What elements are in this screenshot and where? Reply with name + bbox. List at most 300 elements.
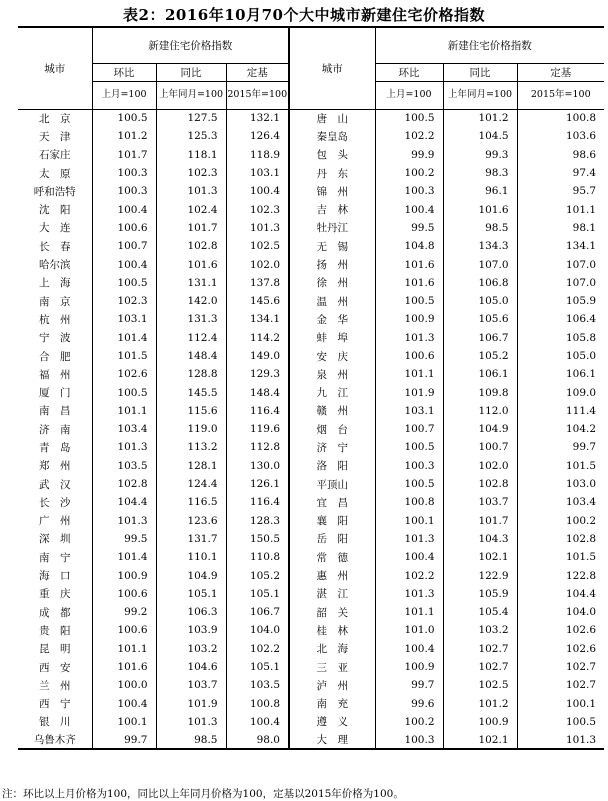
mom-sub-right: 上月=100 bbox=[375, 81, 443, 109]
base-value-left: 105.2 bbox=[226, 566, 289, 584]
mom-value-right: 100.4 bbox=[375, 640, 443, 658]
yoy-value-right: 101.2 bbox=[443, 109, 517, 127]
table-row bbox=[18, 292, 604, 310]
base-value-left: 98.0 bbox=[226, 731, 289, 749]
base-value-right: 106.1 bbox=[517, 365, 604, 383]
base-value-right: 104.0 bbox=[517, 603, 604, 621]
mom-value-left: 103.1 bbox=[92, 310, 156, 328]
base-header-right: 定基 bbox=[517, 63, 604, 81]
yoy-value-left: 131.7 bbox=[156, 530, 226, 548]
table-row bbox=[18, 402, 604, 420]
mom-value-left: 101.4 bbox=[92, 548, 156, 566]
mom-value-right: 100.9 bbox=[375, 658, 443, 676]
city-name-right: 宜 昌 bbox=[289, 493, 375, 511]
table-row bbox=[18, 713, 604, 731]
base-value-left: 128.3 bbox=[226, 512, 289, 530]
mom-value-right: 101.3 bbox=[375, 530, 443, 548]
city-name-left: 沈 阳 bbox=[39, 204, 71, 217]
mom-value-left: 100.0 bbox=[92, 676, 156, 694]
yoy-value-left: 105.1 bbox=[156, 585, 226, 603]
mom-value-left: 101.1 bbox=[92, 640, 156, 658]
city-name-right: 安 庆 bbox=[289, 347, 375, 365]
yoy-value-right: 101.2 bbox=[443, 695, 517, 713]
base-value-left: 110.8 bbox=[226, 548, 289, 566]
yoy-value-right: 107.0 bbox=[443, 255, 517, 273]
yoy-value-right: 102.1 bbox=[443, 731, 517, 749]
yoy-header-right: 同比 bbox=[443, 63, 517, 81]
mom-value-right: 101.9 bbox=[375, 383, 443, 401]
city-name-left: 郑 州 bbox=[39, 460, 71, 473]
mom-value-right: 100.9 bbox=[375, 310, 443, 328]
city-name-left: 兰 州 bbox=[39, 679, 71, 692]
table-row bbox=[18, 127, 604, 145]
city-name-left: 合 肥 bbox=[39, 350, 71, 363]
city-name-left: 宁 波 bbox=[39, 332, 71, 345]
city-name-left: 济 南 bbox=[39, 423, 71, 436]
base-value-right: 122.8 bbox=[517, 566, 604, 584]
city-name-left: 西 宁 bbox=[39, 698, 71, 711]
yoy-value-right: 105.6 bbox=[443, 310, 517, 328]
city-name-right: 北 海 bbox=[289, 640, 375, 658]
mom-value-right: 101.3 bbox=[375, 329, 443, 347]
table-row bbox=[18, 182, 604, 200]
base-value-right: 98.1 bbox=[517, 219, 604, 237]
mom-value-left: 100.7 bbox=[92, 237, 156, 255]
base-value-right: 99.7 bbox=[517, 438, 604, 456]
base-value-right: 106.4 bbox=[517, 310, 604, 328]
mom-value-right: 103.1 bbox=[375, 402, 443, 420]
city-name-left: 南 京 bbox=[39, 295, 71, 308]
mom-value-right: 100.5 bbox=[375, 292, 443, 310]
yoy-value-right: 105.4 bbox=[443, 603, 517, 621]
table-row bbox=[18, 731, 604, 749]
mom-value-left: 100.5 bbox=[92, 109, 156, 127]
base-value-right: 100.5 bbox=[517, 713, 604, 731]
base-value-right: 109.0 bbox=[517, 383, 604, 401]
mom-value-left: 100.6 bbox=[92, 621, 156, 639]
yoy-value-left: 145.5 bbox=[156, 383, 226, 401]
table-row bbox=[18, 164, 604, 182]
base-value-left: 150.5 bbox=[226, 530, 289, 548]
yoy-value-left: 101.9 bbox=[156, 695, 226, 713]
mom-value-left: 104.4 bbox=[92, 493, 156, 511]
city-name-right: 金 华 bbox=[289, 310, 375, 328]
mom-value-right: 101.0 bbox=[375, 621, 443, 639]
base-value-left: 130.0 bbox=[226, 457, 289, 475]
base-value-right: 103.0 bbox=[517, 475, 604, 493]
base-sub-left: 2015年=100 bbox=[226, 81, 289, 109]
yoy-value-left: 101.3 bbox=[156, 182, 226, 200]
city-name-right: 平顶山 bbox=[289, 475, 375, 493]
mom-value-left: 101.3 bbox=[92, 512, 156, 530]
yoy-value-left: 101.6 bbox=[156, 255, 226, 273]
city-name-left: 福 州 bbox=[39, 368, 71, 381]
city-name-left: 大 连 bbox=[39, 222, 71, 235]
yoy-value-left: 102.3 bbox=[156, 164, 226, 182]
group-header-left: 新建住宅价格指数 bbox=[92, 27, 289, 63]
yoy-value-left: 142.0 bbox=[156, 292, 226, 310]
mom-value-right: 101.6 bbox=[375, 274, 443, 292]
base-value-left: 103.5 bbox=[226, 676, 289, 694]
base-value-left: 132.1 bbox=[226, 109, 289, 127]
city-name-left: 银 川 bbox=[39, 716, 71, 729]
table-row bbox=[18, 146, 604, 164]
mom-value-left: 100.5 bbox=[92, 383, 156, 401]
base-value-left: 102.5 bbox=[226, 237, 289, 255]
table-row bbox=[18, 621, 604, 639]
yoy-value-right: 102.5 bbox=[443, 676, 517, 694]
mom-value-left: 100.5 bbox=[92, 274, 156, 292]
base-header-left: 定基 bbox=[226, 63, 289, 81]
table-row bbox=[18, 420, 604, 438]
base-value-left: 116.4 bbox=[226, 402, 289, 420]
base-value-left: 148.4 bbox=[226, 383, 289, 401]
base-value-left: 119.6 bbox=[226, 420, 289, 438]
mom-value-left: 99.7 bbox=[92, 731, 156, 749]
yoy-value-right: 106.8 bbox=[443, 274, 517, 292]
mom-value-right: 99.6 bbox=[375, 695, 443, 713]
table-row bbox=[18, 383, 604, 401]
city-name-left: 乌鲁木齐 bbox=[33, 734, 76, 747]
city-name-left: 石家庄 bbox=[39, 149, 71, 162]
mom-value-right: 100.2 bbox=[375, 164, 443, 182]
yoy-value-left: 103.2 bbox=[156, 640, 226, 658]
city-name-left: 呼和浩特 bbox=[33, 185, 76, 198]
city-name-left: 南 昌 bbox=[39, 405, 71, 418]
mom-value-left: 100.4 bbox=[92, 200, 156, 218]
mom-value-left: 100.6 bbox=[92, 219, 156, 237]
yoy-value-right: 104.5 bbox=[443, 127, 517, 145]
mom-value-left: 102.3 bbox=[92, 292, 156, 310]
base-value-right: 105.8 bbox=[517, 329, 604, 347]
table-row bbox=[18, 566, 604, 584]
base-value-left: 129.3 bbox=[226, 365, 289, 383]
base-value-right: 100.2 bbox=[517, 512, 604, 530]
yoy-value-left: 110.1 bbox=[156, 548, 226, 566]
yoy-value-left: 131.3 bbox=[156, 310, 226, 328]
city-name-left: 长 春 bbox=[39, 240, 71, 253]
mom-value-right: 100.3 bbox=[375, 457, 443, 475]
city-name-right: 大 理 bbox=[289, 731, 375, 749]
city-name-left: 上 海 bbox=[39, 277, 71, 290]
yoy-value-right: 112.0 bbox=[443, 402, 517, 420]
table-row bbox=[18, 438, 604, 456]
city-name-right: 徐 州 bbox=[289, 274, 375, 292]
mom-value-right: 100.6 bbox=[375, 347, 443, 365]
yoy-value-right: 134.3 bbox=[443, 237, 517, 255]
base-value-left: 102.3 bbox=[226, 200, 289, 218]
yoy-value-right: 102.0 bbox=[443, 457, 517, 475]
price-index-table bbox=[18, 26, 604, 750]
base-value-left: 101.3 bbox=[226, 219, 289, 237]
table-row bbox=[18, 695, 604, 713]
city-name-right: 扬 州 bbox=[289, 255, 375, 273]
city-name-right: 赣 州 bbox=[289, 402, 375, 420]
yoy-value-left: 101.3 bbox=[156, 713, 226, 731]
city-name-right: 湛 江 bbox=[289, 585, 375, 603]
mom-value-left: 100.4 bbox=[92, 695, 156, 713]
mom-value-right: 99.9 bbox=[375, 146, 443, 164]
yoy-value-right: 103.2 bbox=[443, 621, 517, 639]
yoy-value-right: 96.1 bbox=[443, 182, 517, 200]
mom-value-left: 101.3 bbox=[92, 438, 156, 456]
base-value-left: 105.1 bbox=[226, 585, 289, 603]
yoy-value-right: 102.7 bbox=[443, 658, 517, 676]
city-name-right: 桂 林 bbox=[289, 621, 375, 639]
base-value-left: 126.1 bbox=[226, 475, 289, 493]
city-name-right: 三 亚 bbox=[289, 658, 375, 676]
mom-value-left: 100.9 bbox=[92, 566, 156, 584]
mom-value-right: 100.5 bbox=[375, 438, 443, 456]
city-name-left: 厦 门 bbox=[39, 387, 71, 400]
yoy-value-left: 123.6 bbox=[156, 512, 226, 530]
table-row bbox=[18, 512, 604, 530]
base-value-left: 149.0 bbox=[226, 347, 289, 365]
yoy-value-right: 100.9 bbox=[443, 713, 517, 731]
yoy-value-left: 102.4 bbox=[156, 200, 226, 218]
group-header-right: 新建住宅价格指数 bbox=[375, 27, 604, 63]
mom-value-right: 99.7 bbox=[375, 676, 443, 694]
mom-value-left: 102.8 bbox=[92, 475, 156, 493]
yoy-value-left: 125.3 bbox=[156, 127, 226, 145]
table-row bbox=[18, 219, 604, 237]
yoy-value-right: 105.0 bbox=[443, 292, 517, 310]
mom-value-left: 99.2 bbox=[92, 603, 156, 621]
yoy-value-right: 100.7 bbox=[443, 438, 517, 456]
mom-value-left: 99.5 bbox=[92, 530, 156, 548]
city-name-right: 泉 州 bbox=[289, 365, 375, 383]
mom-value-right: 100.3 bbox=[375, 731, 443, 749]
yoy-value-right: 104.9 bbox=[443, 420, 517, 438]
mom-value-right: 101.1 bbox=[375, 603, 443, 621]
table-body bbox=[18, 109, 604, 749]
base-value-right: 100.1 bbox=[517, 695, 604, 713]
yoy-value-right: 105.2 bbox=[443, 347, 517, 365]
base-value-right: 111.4 bbox=[517, 402, 604, 420]
city-name-left: 长 沙 bbox=[39, 496, 71, 509]
table-row bbox=[18, 200, 604, 218]
base-value-left: 104.0 bbox=[226, 621, 289, 639]
base-value-right: 104.4 bbox=[517, 585, 604, 603]
base-value-left: 118.9 bbox=[226, 146, 289, 164]
yoy-value-left: 115.6 bbox=[156, 402, 226, 420]
city-name-left: 武 汉 bbox=[39, 478, 71, 491]
yoy-value-right: 109.8 bbox=[443, 383, 517, 401]
base-value-left: 100.8 bbox=[226, 695, 289, 713]
base-value-right: 101.1 bbox=[517, 200, 604, 218]
base-value-right: 102.6 bbox=[517, 640, 604, 658]
yoy-value-left: 104.6 bbox=[156, 658, 226, 676]
mom-value-right: 100.5 bbox=[375, 475, 443, 493]
base-value-right: 107.0 bbox=[517, 274, 604, 292]
city-name-left: 北 京 bbox=[39, 112, 71, 125]
mom-value-right: 100.3 bbox=[375, 182, 443, 200]
city-name-left: 天 津 bbox=[39, 130, 71, 143]
mom-value-right: 100.4 bbox=[375, 548, 443, 566]
city-name-right: 牡丹江 bbox=[289, 219, 375, 237]
mom-value-left: 101.7 bbox=[92, 146, 156, 164]
base-value-left: 137.8 bbox=[226, 274, 289, 292]
yoy-value-right: 103.7 bbox=[443, 493, 517, 511]
base-value-left: 102.2 bbox=[226, 640, 289, 658]
city-name-left: 哈尔滨 bbox=[39, 259, 71, 272]
header-row-1 bbox=[18, 27, 604, 63]
city-name-right: 烟 台 bbox=[289, 420, 375, 438]
base-value-right: 104.2 bbox=[517, 420, 604, 438]
table-row bbox=[18, 585, 604, 603]
mom-value-left: 100.3 bbox=[92, 182, 156, 200]
yoy-value-left: 106.3 bbox=[156, 603, 226, 621]
yoy-value-left: 98.5 bbox=[156, 731, 226, 749]
mom-sub-left: 上月=100 bbox=[92, 81, 156, 109]
base-value-right: 102.8 bbox=[517, 530, 604, 548]
table-row bbox=[18, 530, 604, 548]
city-name-right: 泸 州 bbox=[289, 676, 375, 694]
city-header-right: 城市 bbox=[289, 27, 375, 109]
yoy-value-left: 119.0 bbox=[156, 420, 226, 438]
yoy-value-right: 106.1 bbox=[443, 365, 517, 383]
table-row bbox=[18, 548, 604, 566]
yoy-value-left: 124.4 bbox=[156, 475, 226, 493]
mom-header-left: 环比 bbox=[92, 63, 156, 81]
city-name-right: 济 宁 bbox=[289, 438, 375, 456]
yoy-header-left: 同比 bbox=[156, 63, 226, 81]
mom-value-right: 100.5 bbox=[375, 109, 443, 127]
city-name-right: 遵 义 bbox=[289, 713, 375, 731]
city-name-left: 杭 州 bbox=[39, 313, 71, 326]
city-name-right: 丹 东 bbox=[289, 164, 375, 182]
city-name-right: 惠 州 bbox=[289, 566, 375, 584]
yoy-sub-right: 上年同月=100 bbox=[443, 81, 517, 109]
city-name-left: 西 安 bbox=[39, 661, 71, 674]
yoy-value-right: 101.7 bbox=[443, 512, 517, 530]
city-name-right: 韶 关 bbox=[289, 603, 375, 621]
table-row bbox=[18, 237, 604, 255]
yoy-value-right: 122.9 bbox=[443, 566, 517, 584]
base-value-right: 105.0 bbox=[517, 347, 604, 365]
base-value-right: 103.6 bbox=[517, 127, 604, 145]
mom-value-left: 103.5 bbox=[92, 457, 156, 475]
city-name-left: 广 州 bbox=[39, 515, 71, 528]
city-name-left: 海 口 bbox=[39, 570, 71, 583]
yoy-value-left: 103.9 bbox=[156, 621, 226, 639]
base-value-right: 103.4 bbox=[517, 493, 604, 511]
city-name-right: 洛 阳 bbox=[289, 457, 375, 475]
mom-value-right: 101.1 bbox=[375, 365, 443, 383]
base-value-right: 100.8 bbox=[517, 109, 604, 127]
city-name-left: 昆 明 bbox=[39, 643, 71, 656]
city-name-right: 温 州 bbox=[289, 292, 375, 310]
base-value-left: 106.7 bbox=[226, 603, 289, 621]
city-name-left: 重 庆 bbox=[39, 588, 71, 601]
table-row bbox=[18, 255, 604, 273]
yoy-value-left: 131.1 bbox=[156, 274, 226, 292]
table-row bbox=[18, 457, 604, 475]
yoy-value-right: 102.8 bbox=[443, 475, 517, 493]
table-row bbox=[18, 310, 604, 328]
base-value-right: 102.7 bbox=[517, 658, 604, 676]
yoy-value-right: 102.1 bbox=[443, 548, 517, 566]
base-value-left: 114.2 bbox=[226, 329, 289, 347]
base-sub-right: 2015年=100 bbox=[517, 81, 604, 109]
mom-value-left: 101.1 bbox=[92, 402, 156, 420]
city-name-right: 无 锡 bbox=[289, 237, 375, 255]
mom-value-left: 103.4 bbox=[92, 420, 156, 438]
table-row bbox=[18, 603, 604, 621]
yoy-value-right: 105.9 bbox=[443, 585, 517, 603]
city-name-right: 吉 林 bbox=[289, 200, 375, 218]
mom-value-right: 100.7 bbox=[375, 420, 443, 438]
base-value-left: 126.4 bbox=[226, 127, 289, 145]
yoy-value-left: 102.8 bbox=[156, 237, 226, 255]
mom-value-right: 100.2 bbox=[375, 713, 443, 731]
table-row bbox=[18, 274, 604, 292]
mom-header-right: 环比 bbox=[375, 63, 443, 81]
mom-value-right: 100.8 bbox=[375, 493, 443, 511]
yoy-value-right: 106.7 bbox=[443, 329, 517, 347]
yoy-value-right: 99.3 bbox=[443, 146, 517, 164]
yoy-value-right: 102.7 bbox=[443, 640, 517, 658]
yoy-value-left: 104.9 bbox=[156, 566, 226, 584]
base-value-left: 145.6 bbox=[226, 292, 289, 310]
city-name-left: 贵 阳 bbox=[39, 624, 71, 637]
city-name-left: 太 原 bbox=[39, 167, 71, 180]
footnote: 注：环比以上月价格为100，同比以上年同月价格为100，定基以2015年价格为100。 bbox=[2, 788, 404, 800]
city-name-right: 锦 州 bbox=[289, 182, 375, 200]
yoy-value-left: 112.4 bbox=[156, 329, 226, 347]
city-name-right: 南 充 bbox=[289, 695, 375, 713]
mom-value-left: 101.6 bbox=[92, 658, 156, 676]
yoy-value-right: 98.5 bbox=[443, 219, 517, 237]
yoy-value-left: 116.5 bbox=[156, 493, 226, 511]
yoy-value-left: 103.7 bbox=[156, 676, 226, 694]
base-value-right: 97.4 bbox=[517, 164, 604, 182]
base-value-right: 95.7 bbox=[517, 182, 604, 200]
mom-value-left: 102.6 bbox=[92, 365, 156, 383]
yoy-value-right: 101.6 bbox=[443, 200, 517, 218]
city-header-left: 城市 bbox=[18, 27, 92, 109]
base-value-left: 103.1 bbox=[226, 164, 289, 182]
city-name-left: 成 都 bbox=[39, 606, 71, 619]
base-value-left: 100.4 bbox=[226, 182, 289, 200]
city-name-left: 南 宁 bbox=[39, 551, 71, 564]
mom-value-left: 100.3 bbox=[92, 164, 156, 182]
base-value-left: 116.4 bbox=[226, 493, 289, 511]
base-value-right: 107.0 bbox=[517, 255, 604, 273]
city-name-right: 襄 阳 bbox=[289, 512, 375, 530]
table-row bbox=[18, 329, 604, 347]
city-name-right: 常 德 bbox=[289, 548, 375, 566]
mom-value-left: 100.1 bbox=[92, 713, 156, 731]
table-row bbox=[18, 475, 604, 493]
yoy-value-right: 98.3 bbox=[443, 164, 517, 182]
mom-value-right: 99.5 bbox=[375, 219, 443, 237]
base-value-right: 134.1 bbox=[517, 237, 604, 255]
table-title: 表2：2016年10月70个大中城市新建住宅价格指数 bbox=[123, 6, 485, 24]
base-value-right: 101.5 bbox=[517, 457, 604, 475]
yoy-value-left: 101.7 bbox=[156, 219, 226, 237]
mom-value-right: 101.3 bbox=[375, 585, 443, 603]
yoy-value-left: 127.5 bbox=[156, 109, 226, 127]
city-name-right: 九 江 bbox=[289, 383, 375, 401]
table-row bbox=[18, 109, 604, 127]
base-value-right: 102.7 bbox=[517, 676, 604, 694]
base-value-right: 98.6 bbox=[517, 146, 604, 164]
table-row bbox=[18, 676, 604, 694]
yoy-sub-left: 上年同月=100 bbox=[156, 81, 226, 109]
table-row bbox=[18, 640, 604, 658]
mom-value-left: 101.5 bbox=[92, 347, 156, 365]
